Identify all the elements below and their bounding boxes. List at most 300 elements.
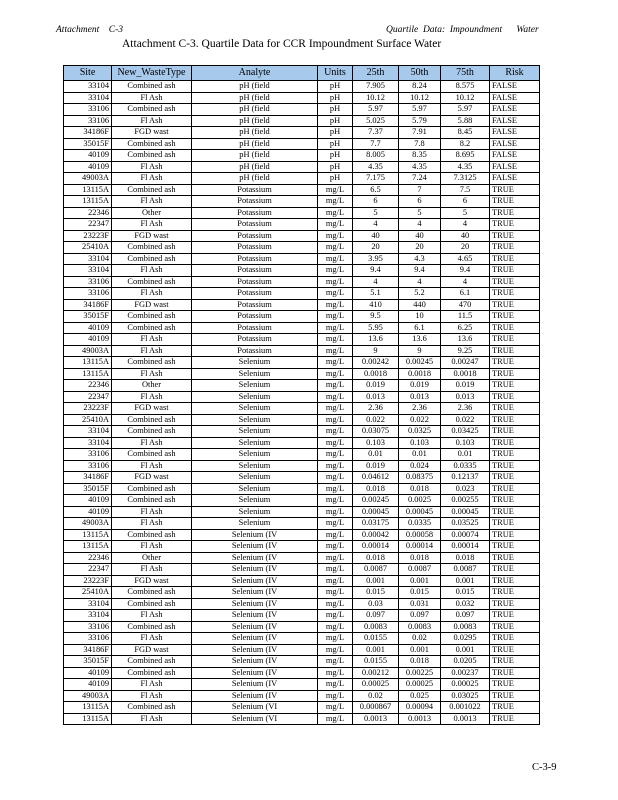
cell-75th: 13.6 bbox=[441, 334, 490, 346]
cell-units: mg/L bbox=[318, 529, 353, 541]
cell-units: mg/L bbox=[318, 610, 353, 622]
cell-units: mg/L bbox=[318, 667, 353, 679]
cell-analyte: Selenium bbox=[192, 437, 318, 449]
cell-risk: TRUE bbox=[490, 299, 540, 311]
cell-analyte: pH (field bbox=[192, 81, 318, 93]
table-row bbox=[64, 621, 540, 633]
cell-analyte: Selenium bbox=[192, 414, 318, 426]
cell-25th: 7.7 bbox=[353, 138, 399, 150]
cell-25th: 9.4 bbox=[353, 265, 399, 277]
cell-75th: 7.5 bbox=[441, 184, 490, 196]
cell-units: mg/L bbox=[318, 541, 353, 553]
column-header-site: Site bbox=[64, 66, 112, 81]
cell-units: mg/L bbox=[318, 196, 353, 208]
cell-risk: FALSE bbox=[490, 173, 540, 185]
cell-25th: 0.03075 bbox=[353, 426, 399, 438]
cell-25th: 0.03175 bbox=[353, 518, 399, 530]
cell-75th: 0.001 bbox=[441, 644, 490, 656]
cell-75th: 11.5 bbox=[441, 311, 490, 323]
cell-risk: TRUE bbox=[490, 518, 540, 530]
cell-25th: 0.00045 bbox=[353, 506, 399, 518]
cell-units: mg/L bbox=[318, 656, 353, 668]
cell-25th: 7.905 bbox=[353, 81, 399, 93]
cell-waste-type: Combined ash bbox=[112, 414, 192, 426]
cell-units: mg/L bbox=[318, 380, 353, 392]
cell-site: 33106 bbox=[64, 621, 112, 633]
table-row bbox=[64, 288, 540, 300]
cell-site: 13115A bbox=[64, 529, 112, 541]
cell-risk: TRUE bbox=[490, 702, 540, 714]
cell-site: 25410A bbox=[64, 414, 112, 426]
cell-analyte: pH (field bbox=[192, 92, 318, 104]
cell-50th: 8.35 bbox=[399, 150, 441, 162]
table-row bbox=[64, 380, 540, 392]
page-number: C-3-9 bbox=[532, 762, 557, 773]
cell-50th: 0.02 bbox=[399, 633, 441, 645]
table-row bbox=[64, 552, 540, 564]
cell-analyte: Selenium bbox=[192, 368, 318, 380]
cell-units: mg/L bbox=[318, 299, 353, 311]
cell-units: mg/L bbox=[318, 357, 353, 369]
cell-site: 40109 bbox=[64, 334, 112, 346]
cell-75th: 2.36 bbox=[441, 403, 490, 415]
cell-75th: 9.4 bbox=[441, 265, 490, 277]
cell-25th: 0.0155 bbox=[353, 656, 399, 668]
cell-analyte: Selenium bbox=[192, 380, 318, 392]
cell-75th: 0.01 bbox=[441, 449, 490, 461]
running-header-right: Quartile Data: Impoundment Water bbox=[386, 25, 539, 35]
cell-units: mg/L bbox=[318, 345, 353, 357]
table-row bbox=[64, 230, 540, 242]
cell-risk: TRUE bbox=[490, 265, 540, 277]
cell-waste-type: Fl Ash bbox=[112, 610, 192, 622]
cell-50th: 0.015 bbox=[399, 587, 441, 599]
cell-waste-type: Other bbox=[112, 380, 192, 392]
cell-units: mg/L bbox=[318, 276, 353, 288]
cell-site: 35015F bbox=[64, 483, 112, 495]
cell-waste-type: Combined ash bbox=[112, 150, 192, 162]
cell-75th: 8.45 bbox=[441, 127, 490, 139]
cell-25th: 5.025 bbox=[353, 115, 399, 127]
cell-25th: 3.95 bbox=[353, 253, 399, 265]
cell-units: mg/L bbox=[318, 621, 353, 633]
table-row bbox=[64, 276, 540, 288]
cell-site: 40109 bbox=[64, 150, 112, 162]
cell-risk: FALSE bbox=[490, 127, 540, 139]
cell-analyte: Selenium bbox=[192, 426, 318, 438]
cell-site: 33104 bbox=[64, 437, 112, 449]
cell-analyte: pH (field bbox=[192, 161, 318, 173]
cell-analyte: Selenium bbox=[192, 518, 318, 530]
cell-site: 33104 bbox=[64, 81, 112, 93]
cell-75th: 0.001022 bbox=[441, 702, 490, 714]
table-row bbox=[64, 207, 540, 219]
cell-waste-type: Fl Ash bbox=[112, 690, 192, 702]
cell-risk: TRUE bbox=[490, 575, 540, 587]
table-row bbox=[64, 92, 540, 104]
table-row bbox=[64, 713, 540, 725]
cell-25th: 0.018 bbox=[353, 552, 399, 564]
cell-site: 40109 bbox=[64, 322, 112, 334]
cell-units: mg/L bbox=[318, 253, 353, 265]
cell-analyte: Potassium bbox=[192, 219, 318, 231]
cell-analyte: Potassium bbox=[192, 230, 318, 242]
cell-75th: 0.00255 bbox=[441, 495, 490, 507]
cell-75th: 0.00074 bbox=[441, 529, 490, 541]
cell-units: mg/L bbox=[318, 564, 353, 576]
cell-units: pH bbox=[318, 81, 353, 93]
cell-75th: 0.00237 bbox=[441, 667, 490, 679]
cell-50th: 0.018 bbox=[399, 656, 441, 668]
cell-waste-type: Combined ash bbox=[112, 81, 192, 93]
table-row bbox=[64, 253, 540, 265]
cell-risk: TRUE bbox=[490, 242, 540, 254]
cell-50th: 0.001 bbox=[399, 575, 441, 587]
cell-risk: TRUE bbox=[490, 391, 540, 403]
cell-25th: 0.00212 bbox=[353, 667, 399, 679]
cell-site: 33104 bbox=[64, 426, 112, 438]
cell-50th: 20 bbox=[399, 242, 441, 254]
cell-units: mg/L bbox=[318, 368, 353, 380]
cell-50th: 0.00245 bbox=[399, 357, 441, 369]
cell-75th: 0.032 bbox=[441, 598, 490, 610]
cell-25th: 0.00042 bbox=[353, 529, 399, 541]
cell-analyte: Potassium bbox=[192, 265, 318, 277]
cell-risk: TRUE bbox=[490, 656, 540, 668]
cell-analyte: Selenium (IV bbox=[192, 587, 318, 599]
cell-50th: 0.00058 bbox=[399, 529, 441, 541]
table-row bbox=[64, 598, 540, 610]
cell-units: mg/L bbox=[318, 518, 353, 530]
cell-25th: 6.5 bbox=[353, 184, 399, 196]
cell-units: mg/L bbox=[318, 311, 353, 323]
column-header-analyte: Analyte bbox=[192, 66, 318, 81]
cell-risk: TRUE bbox=[490, 219, 540, 231]
cell-site: 33104 bbox=[64, 92, 112, 104]
cell-50th: 0.01 bbox=[399, 449, 441, 461]
cell-risk: TRUE bbox=[490, 610, 540, 622]
table-row bbox=[64, 322, 540, 334]
cell-units: mg/L bbox=[318, 633, 353, 645]
cell-25th: 0.0018 bbox=[353, 368, 399, 380]
column-header-50th: 50th bbox=[399, 66, 441, 81]
cell-site: 25410A bbox=[64, 242, 112, 254]
table-row bbox=[64, 299, 540, 311]
cell-units: mg/L bbox=[318, 414, 353, 426]
cell-25th: 0.015 bbox=[353, 587, 399, 599]
cell-25th: 6 bbox=[353, 196, 399, 208]
cell-units: mg/L bbox=[318, 575, 353, 587]
table-row bbox=[64, 426, 540, 438]
cell-analyte: Potassium bbox=[192, 322, 318, 334]
cell-25th: 0.019 bbox=[353, 380, 399, 392]
cell-waste-type: Combined ash bbox=[112, 253, 192, 265]
cell-units: pH bbox=[318, 104, 353, 116]
cell-units: mg/L bbox=[318, 288, 353, 300]
cell-units: mg/L bbox=[318, 391, 353, 403]
cell-waste-type: Fl Ash bbox=[112, 460, 192, 472]
cell-waste-type: Fl Ash bbox=[112, 391, 192, 403]
cell-risk: TRUE bbox=[490, 322, 540, 334]
cell-analyte: Selenium (IV bbox=[192, 656, 318, 668]
table-row bbox=[64, 414, 540, 426]
cell-75th: 0.00014 bbox=[441, 541, 490, 553]
cell-risk: TRUE bbox=[490, 196, 540, 208]
cell-75th: 40 bbox=[441, 230, 490, 242]
cell-site: 13115A bbox=[64, 713, 112, 725]
cell-25th: 0.013 bbox=[353, 391, 399, 403]
table-row bbox=[64, 81, 540, 93]
cell-analyte: Potassium bbox=[192, 196, 318, 208]
cell-units: mg/L bbox=[318, 598, 353, 610]
cell-site: 34186F bbox=[64, 472, 112, 484]
cell-25th: 0.02 bbox=[353, 690, 399, 702]
cell-risk: TRUE bbox=[490, 368, 540, 380]
cell-50th: 0.0087 bbox=[399, 564, 441, 576]
cell-analyte: Selenium (IV bbox=[192, 679, 318, 691]
table-row bbox=[64, 564, 540, 576]
cell-50th: 6 bbox=[399, 196, 441, 208]
cell-site: 49003A bbox=[64, 518, 112, 530]
cell-risk: FALSE bbox=[490, 81, 540, 93]
cell-site: 35015F bbox=[64, 311, 112, 323]
table-header-row bbox=[64, 66, 540, 81]
table-row bbox=[64, 656, 540, 668]
cell-site: 40109 bbox=[64, 679, 112, 691]
cell-waste-type: Fl Ash bbox=[112, 541, 192, 553]
cell-50th: 0.103 bbox=[399, 437, 441, 449]
table-row bbox=[64, 472, 540, 484]
cell-25th: 0.00242 bbox=[353, 357, 399, 369]
cell-25th: 2.36 bbox=[353, 403, 399, 415]
cell-50th: 4.35 bbox=[399, 161, 441, 173]
cell-risk: TRUE bbox=[490, 345, 540, 357]
cell-site: 13115A bbox=[64, 184, 112, 196]
cell-analyte: Potassium bbox=[192, 299, 318, 311]
quartile-data-table bbox=[63, 65, 540, 725]
cell-risk: FALSE bbox=[490, 161, 540, 173]
table-row bbox=[64, 518, 540, 530]
table-row bbox=[64, 587, 540, 599]
cell-site: 33104 bbox=[64, 265, 112, 277]
cell-waste-type: FGD wast bbox=[112, 403, 192, 415]
cell-25th: 0.01 bbox=[353, 449, 399, 461]
table-row bbox=[64, 483, 540, 495]
cell-analyte: Selenium (IV bbox=[192, 564, 318, 576]
cell-units: pH bbox=[318, 161, 353, 173]
cell-75th: 0.015 bbox=[441, 587, 490, 599]
cell-waste-type: Other bbox=[112, 207, 192, 219]
cell-site: 33104 bbox=[64, 253, 112, 265]
cell-50th: 6.1 bbox=[399, 322, 441, 334]
cell-analyte: Selenium bbox=[192, 495, 318, 507]
cell-75th: 20 bbox=[441, 242, 490, 254]
cell-units: mg/L bbox=[318, 460, 353, 472]
cell-analyte: Selenium bbox=[192, 460, 318, 472]
cell-75th: 0.097 bbox=[441, 610, 490, 622]
cell-risk: TRUE bbox=[490, 529, 540, 541]
cell-50th: 13.6 bbox=[399, 334, 441, 346]
cell-risk: TRUE bbox=[490, 311, 540, 323]
cell-25th: 0.018 bbox=[353, 483, 399, 495]
cell-waste-type: Combined ash bbox=[112, 598, 192, 610]
column-header-waste-type: New_WasteType bbox=[112, 66, 192, 81]
cell-analyte: Selenium bbox=[192, 391, 318, 403]
cell-risk: TRUE bbox=[490, 483, 540, 495]
cell-risk: TRUE bbox=[490, 713, 540, 725]
cell-analyte: Selenium (IV bbox=[192, 644, 318, 656]
table-row bbox=[64, 219, 540, 231]
cell-waste-type: Combined ash bbox=[112, 702, 192, 714]
cell-50th: 0.025 bbox=[399, 690, 441, 702]
cell-units: mg/L bbox=[318, 437, 353, 449]
column-header-75th: 75th bbox=[441, 66, 490, 81]
cell-waste-type: Combined ash bbox=[112, 138, 192, 150]
cell-waste-type: Fl Ash bbox=[112, 288, 192, 300]
cell-analyte: Selenium (IV bbox=[192, 621, 318, 633]
cell-25th: 13.6 bbox=[353, 334, 399, 346]
table-row bbox=[64, 644, 540, 656]
table-row bbox=[64, 391, 540, 403]
table-row bbox=[64, 242, 540, 254]
cell-50th: 0.024 bbox=[399, 460, 441, 472]
cell-25th: 410 bbox=[353, 299, 399, 311]
cell-risk: FALSE bbox=[490, 92, 540, 104]
cell-waste-type: Combined ash bbox=[112, 276, 192, 288]
cell-25th: 0.00245 bbox=[353, 495, 399, 507]
table-row bbox=[64, 115, 540, 127]
cell-25th: 10.12 bbox=[353, 92, 399, 104]
cell-50th: 0.001 bbox=[399, 644, 441, 656]
cell-50th: 10 bbox=[399, 311, 441, 323]
table-row bbox=[64, 104, 540, 116]
cell-waste-type: Combined ash bbox=[112, 426, 192, 438]
table-row bbox=[64, 495, 540, 507]
cell-waste-type: Fl Ash bbox=[112, 713, 192, 725]
cell-25th: 0.0155 bbox=[353, 633, 399, 645]
table-row bbox=[64, 311, 540, 323]
cell-25th: 0.0083 bbox=[353, 621, 399, 633]
cell-waste-type: Combined ash bbox=[112, 184, 192, 196]
cell-waste-type: Combined ash bbox=[112, 587, 192, 599]
cell-site: 35015F bbox=[64, 138, 112, 150]
table-row bbox=[64, 610, 540, 622]
cell-analyte: Selenium (IV bbox=[192, 667, 318, 679]
cell-50th: 7.24 bbox=[399, 173, 441, 185]
cell-50th: 4.3 bbox=[399, 253, 441, 265]
cell-waste-type: Fl Ash bbox=[112, 633, 192, 645]
cell-50th: 5.79 bbox=[399, 115, 441, 127]
table-row bbox=[64, 127, 540, 139]
cell-analyte: Selenium bbox=[192, 449, 318, 461]
cell-risk: TRUE bbox=[490, 403, 540, 415]
cell-waste-type: Combined ash bbox=[112, 495, 192, 507]
cell-waste-type: FGD wast bbox=[112, 299, 192, 311]
cell-analyte: pH (field bbox=[192, 138, 318, 150]
cell-risk: TRUE bbox=[490, 552, 540, 564]
cell-25th: 40 bbox=[353, 230, 399, 242]
cell-25th: 4.35 bbox=[353, 161, 399, 173]
cell-waste-type: Combined ash bbox=[112, 529, 192, 541]
cell-25th: 9.5 bbox=[353, 311, 399, 323]
cell-site: 33106 bbox=[64, 288, 112, 300]
cell-waste-type: Combined ash bbox=[112, 667, 192, 679]
table-row bbox=[64, 506, 540, 518]
cell-25th: 0.019 bbox=[353, 460, 399, 472]
cell-waste-type: Fl Ash bbox=[112, 679, 192, 691]
cell-site: 23223F bbox=[64, 403, 112, 415]
cell-waste-type: Fl Ash bbox=[112, 506, 192, 518]
cell-site: 49003A bbox=[64, 173, 112, 185]
cell-25th: 20 bbox=[353, 242, 399, 254]
cell-site: 22346 bbox=[64, 380, 112, 392]
cell-analyte: pH (field bbox=[192, 115, 318, 127]
cell-risk: TRUE bbox=[490, 207, 540, 219]
cell-50th: 0.00094 bbox=[399, 702, 441, 714]
cell-25th: 9 bbox=[353, 345, 399, 357]
table-body bbox=[64, 81, 540, 725]
cell-75th: 0.03525 bbox=[441, 518, 490, 530]
cell-site: 49003A bbox=[64, 690, 112, 702]
cell-analyte: Potassium bbox=[192, 276, 318, 288]
cell-risk: TRUE bbox=[490, 288, 540, 300]
column-header-units: Units bbox=[318, 66, 353, 81]
cell-50th: 5.97 bbox=[399, 104, 441, 116]
cell-25th: 0.103 bbox=[353, 437, 399, 449]
table-row bbox=[64, 575, 540, 587]
cell-analyte: pH (field bbox=[192, 104, 318, 116]
cell-risk: TRUE bbox=[490, 587, 540, 599]
cell-waste-type: Combined ash bbox=[112, 311, 192, 323]
cell-waste-type: Fl Ash bbox=[112, 92, 192, 104]
cell-75th: 0.03025 bbox=[441, 690, 490, 702]
cell-site: 34186F bbox=[64, 127, 112, 139]
cell-risk: TRUE bbox=[490, 460, 540, 472]
cell-analyte: Selenium (IV bbox=[192, 552, 318, 564]
cell-risk: TRUE bbox=[490, 426, 540, 438]
cell-units: mg/L bbox=[318, 219, 353, 231]
cell-analyte: Potassium bbox=[192, 334, 318, 346]
cell-waste-type: FGD wast bbox=[112, 644, 192, 656]
cell-75th: 0.018 bbox=[441, 552, 490, 564]
cell-units: mg/L bbox=[318, 184, 353, 196]
cell-site: 13115A bbox=[64, 368, 112, 380]
cell-50th: 0.019 bbox=[399, 380, 441, 392]
cell-analyte: Selenium bbox=[192, 403, 318, 415]
cell-25th: 0.03 bbox=[353, 598, 399, 610]
table-row bbox=[64, 196, 540, 208]
cell-waste-type: Combined ash bbox=[112, 242, 192, 254]
cell-50th: 0.031 bbox=[399, 598, 441, 610]
cell-analyte: Potassium bbox=[192, 311, 318, 323]
cell-waste-type: Fl Ash bbox=[112, 196, 192, 208]
cell-units: mg/L bbox=[318, 334, 353, 346]
cell-risk: TRUE bbox=[490, 621, 540, 633]
cell-risk: TRUE bbox=[490, 644, 540, 656]
cell-risk: TRUE bbox=[490, 276, 540, 288]
cell-analyte: Potassium bbox=[192, 345, 318, 357]
cell-waste-type: Fl Ash bbox=[112, 265, 192, 277]
cell-risk: TRUE bbox=[490, 495, 540, 507]
cell-waste-type: Fl Ash bbox=[112, 173, 192, 185]
cell-units: mg/L bbox=[318, 679, 353, 691]
cell-site: 35015F bbox=[64, 656, 112, 668]
cell-risk: TRUE bbox=[490, 230, 540, 242]
cell-units: mg/L bbox=[318, 552, 353, 564]
cell-waste-type: FGD wast bbox=[112, 127, 192, 139]
cell-risk: TRUE bbox=[490, 598, 540, 610]
cell-site: 33106 bbox=[64, 633, 112, 645]
